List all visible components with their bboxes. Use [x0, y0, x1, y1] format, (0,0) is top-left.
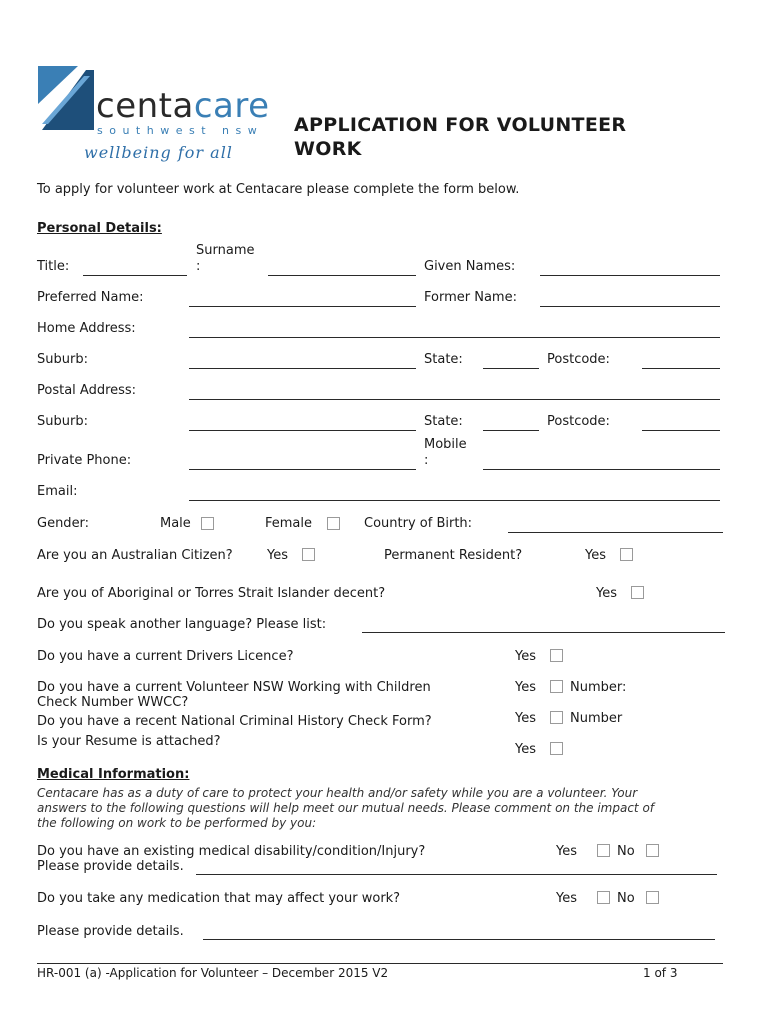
- permanent-resident-yes-checkbox[interactable]: [620, 548, 633, 561]
- postal-state-field[interactable]: [483, 430, 539, 431]
- mobile-label-colon: :: [424, 453, 429, 468]
- licence-yes-label: Yes: [515, 649, 536, 664]
- preferred-name-label: Preferred Name:: [37, 290, 144, 305]
- language-question: Do you speak another language? Please list:: [37, 617, 327, 632]
- wwcc-yes-label: Yes: [515, 680, 536, 695]
- suburb-label: Suburb:: [37, 352, 88, 367]
- medical-note-line-1: Centacare has as a duty of care to protect your health and/or safety while you are a volunteer. Your: [37, 786, 638, 800]
- permanent-resident-question: Permanent Resident?: [384, 548, 523, 563]
- wwcc-question-line-1: Do you have a current Volunteer NSW Working with Children: [37, 680, 431, 695]
- medication-details-label: Please provide details.: [37, 924, 184, 939]
- postal-address-field[interactable]: [189, 399, 720, 400]
- logo-word-main: centa: [96, 86, 194, 126]
- footer-divider: [37, 963, 723, 964]
- disability-details-field[interactable]: [196, 874, 717, 875]
- medical-information-heading: Medical Information:: [37, 767, 190, 782]
- former-name-label: Former Name:: [424, 290, 517, 305]
- male-checkbox[interactable]: [201, 517, 214, 530]
- postal-suburb-field[interactable]: [189, 430, 416, 431]
- state-field[interactable]: [483, 368, 539, 369]
- postal-suburb-label: Suburb:: [37, 414, 88, 429]
- postcode-label: Postcode:: [547, 352, 610, 367]
- criminal-check-yes-label: Yes: [515, 711, 536, 726]
- title-field[interactable]: [83, 275, 187, 276]
- wwcc-number-label: Number:: [570, 680, 627, 695]
- former-name-field[interactable]: [540, 306, 720, 307]
- medical-note-line-2: answers to the following questions will help meet our mutual needs. Please comment on the impact of: [37, 801, 655, 815]
- postcode-field[interactable]: [642, 368, 720, 369]
- home-address-label: Home Address:: [37, 321, 136, 336]
- mobile-field[interactable]: [483, 469, 720, 470]
- surname-field[interactable]: [268, 275, 416, 276]
- criminal-check-number-label: Number: [570, 711, 623, 726]
- aboriginal-yes-label: Yes: [596, 586, 617, 601]
- resume-question: Is your Resume is attached?: [37, 734, 221, 749]
- email-label: Email:: [37, 484, 78, 499]
- aboriginal-yes-checkbox[interactable]: [631, 586, 644, 599]
- logo-mark-icon: [38, 66, 94, 130]
- mobile-label: Mobile: [424, 437, 467, 452]
- gender-label: Gender:: [37, 516, 90, 531]
- surname-label: Surname: [196, 243, 255, 258]
- language-field[interactable]: [362, 632, 725, 633]
- medication-no-checkbox[interactable]: [646, 891, 659, 904]
- postal-address-label: Postal Address:: [37, 383, 137, 398]
- wwcc-yes-checkbox[interactable]: [550, 680, 563, 693]
- postal-state-label: State:: [424, 414, 463, 429]
- disability-yes-checkbox[interactable]: [597, 844, 610, 857]
- citizen-yes-label: Yes: [267, 548, 288, 563]
- citizen-yes-checkbox[interactable]: [302, 548, 315, 561]
- postal-postcode-field[interactable]: [642, 430, 720, 431]
- logo-wordmark: [96, 86, 270, 126]
- medication-details-field[interactable]: [203, 939, 715, 940]
- logo-word-accent: care: [193, 86, 270, 126]
- footer-page-number: 1 of 3: [643, 966, 678, 980]
- surname-label-colon: :: [196, 259, 201, 274]
- footer-doc-id: HR-001 (a) -Application for Volunteer – December 2015 V2: [37, 966, 389, 980]
- intro-text: To apply for volunteer work at Centacare please complete the form below.: [37, 182, 520, 197]
- criminal-check-yes-checkbox[interactable]: [550, 711, 563, 724]
- logo-tagline: wellbeing for all: [84, 143, 233, 162]
- preferred-name-field[interactable]: [189, 306, 416, 307]
- home-address-field[interactable]: [189, 337, 720, 338]
- permanent-resident-yes-label: Yes: [585, 548, 606, 563]
- medication-yes-label: Yes: [556, 891, 577, 906]
- disability-question: Do you have an existing medical disability/condition/Injury?: [37, 844, 426, 859]
- wwcc-question-line-2: Check Number WWCC?: [37, 695, 189, 710]
- title-line-2: WORK: [294, 138, 362, 160]
- criminal-check-question: Do you have a recent National Criminal History Check Form?: [37, 714, 432, 729]
- private-phone-label: Private Phone:: [37, 453, 132, 468]
- female-checkbox[interactable]: [327, 517, 340, 530]
- disability-details-label: Please provide details.: [37, 859, 184, 874]
- male-label: Male: [160, 516, 191, 531]
- logo-subtitle: southwest nsw: [97, 124, 264, 137]
- suburb-field[interactable]: [189, 368, 416, 369]
- disability-yes-label: Yes: [556, 844, 577, 859]
- medication-question: Do you take any medication that may affect your work?: [37, 891, 401, 906]
- country-of-birth-label: Country of Birth:: [364, 516, 473, 531]
- aboriginal-question: Are you of Aboriginal or Torres Strait Islander decent?: [37, 586, 386, 601]
- title-line-1: APPLICATION FOR VOLUNTEER: [294, 114, 627, 136]
- state-label: State:: [424, 352, 463, 367]
- disability-no-label: No: [617, 844, 635, 859]
- resume-yes-label: Yes: [515, 742, 536, 757]
- medication-yes-checkbox[interactable]: [597, 891, 610, 904]
- resume-yes-checkbox[interactable]: [550, 742, 563, 755]
- medication-no-label: No: [617, 891, 635, 906]
- given-names-field[interactable]: [540, 275, 720, 276]
- licence-question: Do you have a current Drivers Licence?: [37, 649, 294, 664]
- given-names-label: Given Names:: [424, 259, 516, 274]
- female-label: Female: [265, 516, 313, 531]
- page-title: [294, 113, 626, 161]
- private-phone-field[interactable]: [189, 469, 416, 470]
- licence-yes-checkbox[interactable]: [550, 649, 563, 662]
- postal-postcode-label: Postcode:: [547, 414, 610, 429]
- email-field[interactable]: [189, 500, 720, 501]
- title-label: Title:: [37, 259, 70, 274]
- citizen-question: Are you an Australian Citizen?: [37, 548, 233, 563]
- disability-no-checkbox[interactable]: [646, 844, 659, 857]
- personal-details-heading: Personal Details:: [37, 221, 162, 236]
- country-of-birth-field[interactable]: [508, 532, 723, 533]
- medical-note-line-3: the following on work to be performed by you:: [37, 816, 317, 830]
